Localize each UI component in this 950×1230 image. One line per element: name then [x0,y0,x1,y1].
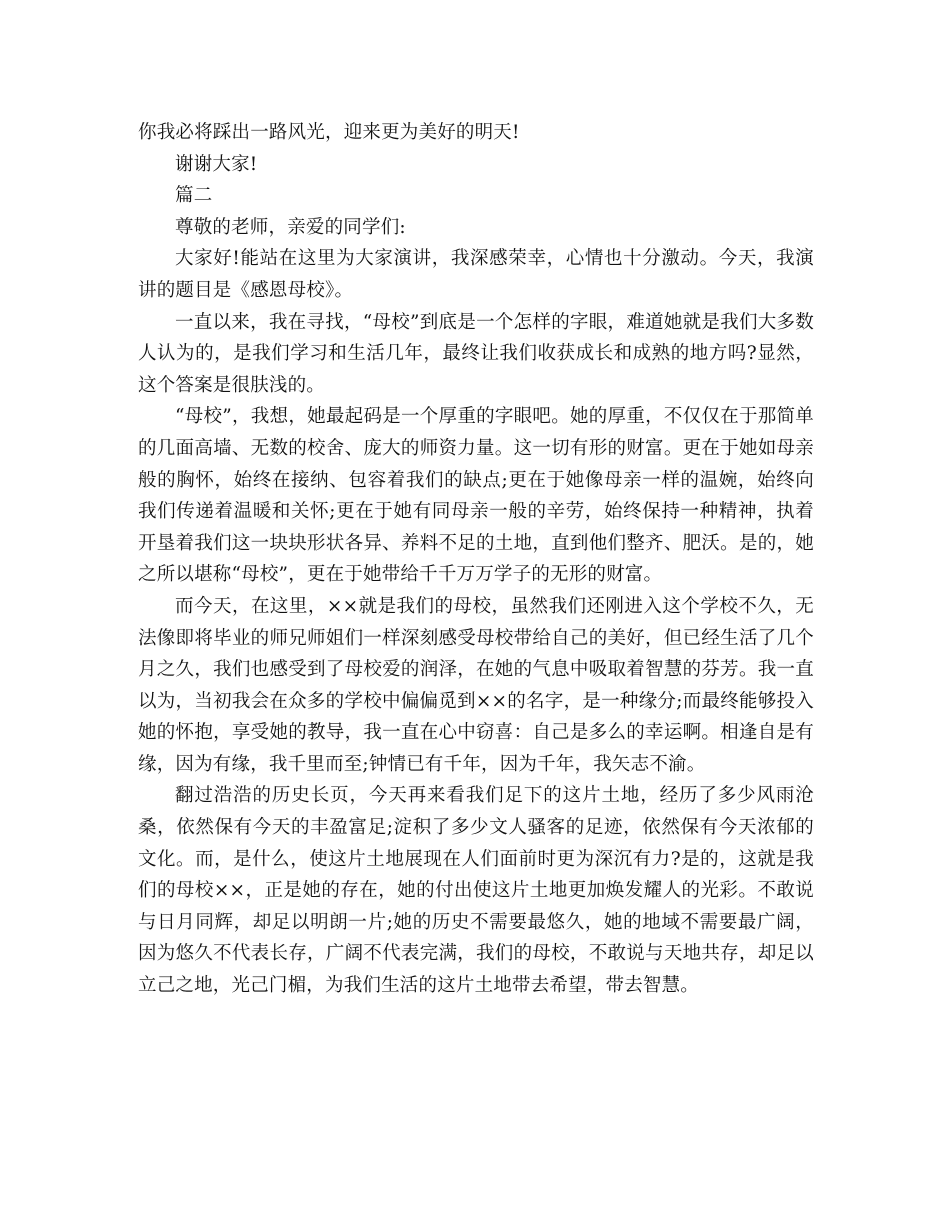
paragraph-salutation: 尊敬的老师，亲爱的同学们: [175,216,406,238]
paragraph-body: 而今天，在这里，××就是我们的母校，虽然我们还刚进入这个学校不久，无法像即将毕业的师兄师姐们一样深刻感受母校带给自己的美好，但已经生活了几个月之久，我们也感受到了母校爱的润泽，在她的气息中吸取着智慧的芬芳。我一直以为，当初我会在众多的学校中偏偏觅到××的名字，是一种缘分;而最终能够投入她的怀抱，享受她的教导，我一直在心中窃喜：自己是多么的幸运啊。相逢自是有缘，因为有缘，我千里而至;钟情已有千年，因为千年，我矢志不渝。 [138,595,814,775]
document-body [138,117,814,1002]
paragraph-closing-line: 你我必将踩出一路风光，迎来更为美好的明天! [138,122,520,143]
paragraph-greeting: 大家好!能站在这里为大家演讲，我深感荣幸，心情也十分激动。今天，我演讲的题目是《感恩母校》。 [138,248,814,301]
paragraph-body: “母校”，我想，她最起码是一个厚重的字眼吧。她的厚重，不仅仅在于那简单的几面高墙、无数的校舍、庞大的师资力量。这一切有形的财富。更在于她如母亲般的胸怀，始终在接纳、包容着我们的缺点;更在于她像母亲一样的温婉，始终向我们传递着温暖和关怀;更在于她有同母亲一般的辛劳，始终保持一种精神，执着开垦着我们这一块块形状各异、养料不足的土地，直到他们整齐、肥沃。是的，她之所以堪称“母校”，更在于她带给千千万万学子的无形的财富。 [138,406,814,586]
paragraph-body: 翻过浩浩的历史长页，今天再来看我们足下的这片土地，经历了多少风雨沧桑，依然保有今天的丰盈富足;淀积了多少文人骚客的足迹，依然保有今天浓郁的文化。而，是什么，使这片土地展现在人们面前时更为深沉有力?是的，这就是我们的母校××，正是她的存在，她的付出使这片土地更加焕发耀人的光彩。不敢说与日月同辉，却足以明朗一片;她的历史不需要最悠久，她的地域不需要最广阔，因为悠久不代表长存，广阔不代表完满，我们的母校，不敢说与天地共存，却足以立己之地，光己门楣，为我们生活的这片土地带去希望，带去智慧。 [138,785,814,997]
paragraph-body: 一直以来，我在寻找，“母校”到底是一个怎样的字眼，难道她就是我们大多数人认为的，是我们学习和生活几年，最终让我们收获成长和成熟的地方吗?显然，这个答案是很肤浅的。 [138,311,814,396]
paragraph-thanks: 谢谢大家! [175,153,258,175]
section-heading: 篇二 [175,185,213,207]
